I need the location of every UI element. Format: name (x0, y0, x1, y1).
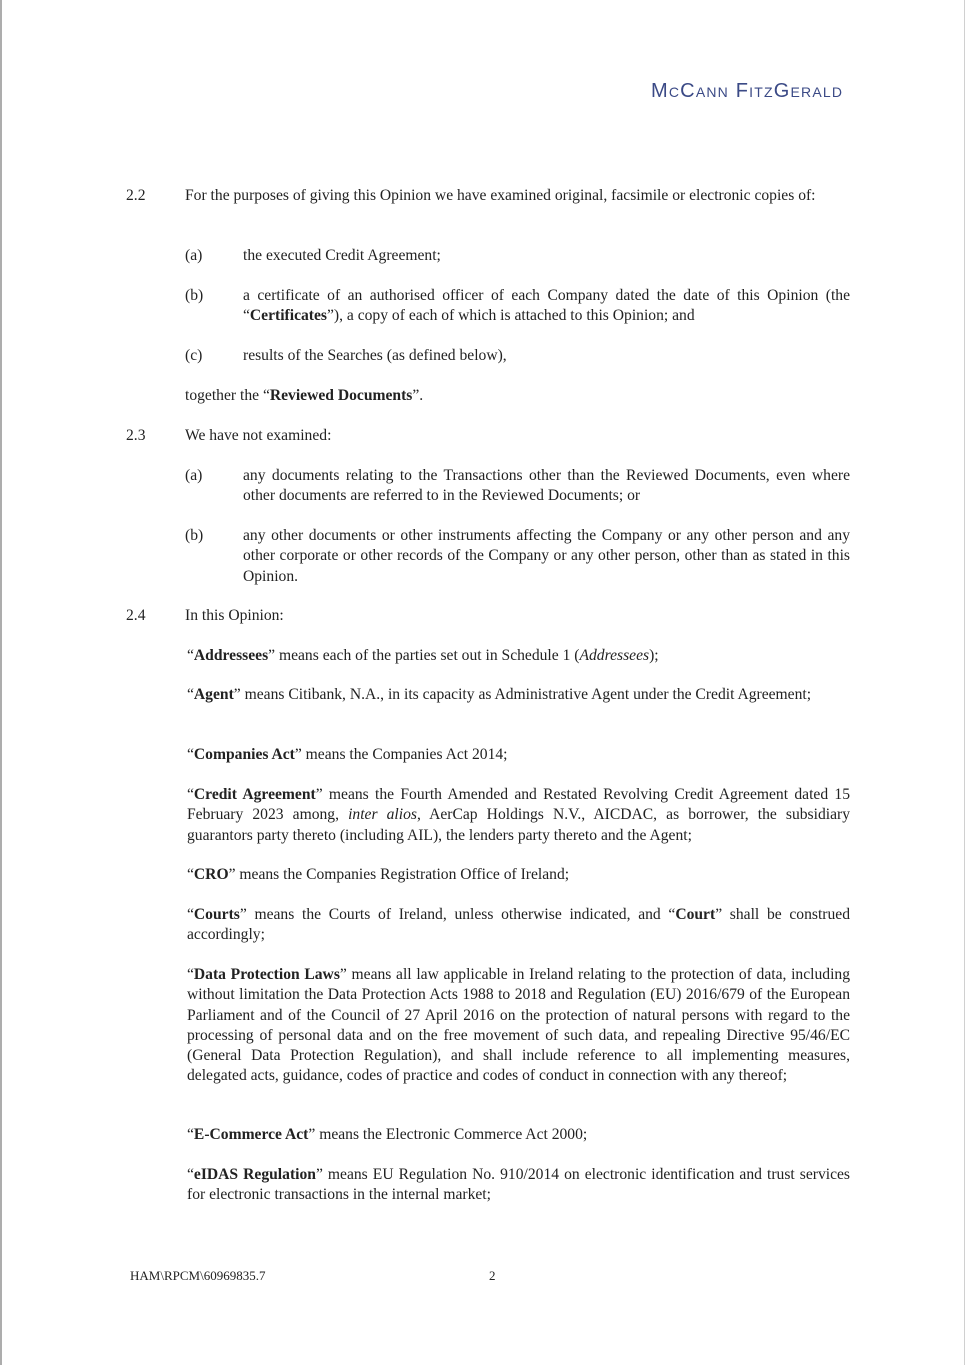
defined-term: Companies Act (193, 746, 295, 763)
page-left-edge (0, 0, 2, 1365)
item-text: the executed Credit Agreement; (243, 247, 441, 264)
defined-term: Certificates (249, 307, 327, 325)
defined-term: Credit Agreement (193, 786, 316, 803)
document-reference: HAM\RPCM\60969835.7 (130, 1268, 266, 1283)
clause-intro: For the purposes of giving this Opinion we have examined original, facsimile or electronic copies of: (185, 187, 816, 204)
item-text: any other documents or other instruments affecting the Company or any other person and any other corporate or other records of the Company or any other person, other than as stated in this Opinion. (243, 527, 850, 585)
page-number: 2 (489, 1268, 496, 1283)
definition-courts: “Courts” means the Courts of Ireland, unless otherwise indicated, and “Court” shall be construed accordingly; (187, 906, 850, 944)
item-text: any documents relating to the Transactions other than the Reviewed Documents, even where other documents are referred to in the Reviewed Documents; or (243, 467, 850, 505)
clause-number: 2.4 (126, 607, 146, 624)
definition-agent: “Agent” means Citibank, N.A., in its capacity as Administrative Agent under the Credit Agreement; (187, 686, 812, 703)
definition-addressees: “Addressees” means each of the parties set out in Schedule 1 (Addressees); (187, 647, 659, 664)
definition-data-protection-laws: “Data Protection Laws” means all law applicable in Ireland relating to the protection of data, including without limitation the Data Protection Acts 1988 to 2018 and Regulation (EU) 2016/679 of the European Parliament and of the Council of 27 April 2016 on the protection of natural persons with regard to the processing of personal data and on the free movement of such data, and repealing Directive 95/46/EC (General Data Protection Regulation), and shall include reference to all implementing measures, delegated acts, guidance, codes of practice and codes of conduct in connection with any thereof; (187, 966, 850, 1085)
defined-term: Addressees (193, 647, 269, 664)
item-letter: (a) (185, 467, 203, 484)
closing-text: together the “Reviewed Documents”. (185, 387, 424, 404)
defined-term: CRO (193, 866, 229, 883)
clause-number: 2.3 (126, 427, 146, 444)
definition-cro: “CRO” means the Companies Registration Office of Ireland; (187, 866, 570, 883)
item-text: a certificate of an authorised officer of each Company dated the date of this Opinion (the “Certificates”), a copy of each of which is attached to this Opinion; and (243, 287, 850, 325)
item-letter: (a) (185, 247, 203, 264)
clause-intro: In this Opinion: (185, 607, 284, 624)
item-letter: (b) (185, 527, 204, 544)
defined-term: Courts (193, 906, 240, 923)
clause-number: 2.2 (126, 187, 146, 204)
item-letter: (b) (185, 287, 204, 304)
definition-companies-act: “Companies Act” means the Companies Act 2014; (187, 746, 508, 763)
defined-term: Agent (193, 686, 234, 703)
definition-credit-agreement: “Credit Agreement” means the Fourth Amended and Restated Revolving Credit Agreement dated 15 February 2023 among, inter alios, AerCap Holdings N.V., AICDAC, as borrower, the subsidiary guarantors party thereto (including AIL), the lenders party thereto and the Agent; (187, 786, 851, 844)
defined-term: Court (675, 906, 716, 923)
defined-term: Reviewed Documents (269, 387, 413, 404)
defined-term: E-Commerce Act (193, 1126, 309, 1143)
defined-term: Data Protection Laws (193, 966, 340, 983)
firm-logo: McCann FitzGerald (651, 80, 844, 102)
item-text: results of the Searches (as defined below), (243, 347, 507, 364)
definition-e-commerce-act: “E-Commerce Act” means the Electronic Commerce Act 2000; (187, 1126, 588, 1143)
defined-term: eIDAS Regulation (193, 1166, 316, 1183)
definition-eidas-regulation: “eIDAS Regulation” means EU Regulation No. 910/2014 on electronic identification and trust services for electronic transactions in the internal market; (187, 1166, 850, 1204)
clause-intro: We have not examined: (185, 427, 332, 444)
item-letter: (c) (185, 347, 203, 364)
